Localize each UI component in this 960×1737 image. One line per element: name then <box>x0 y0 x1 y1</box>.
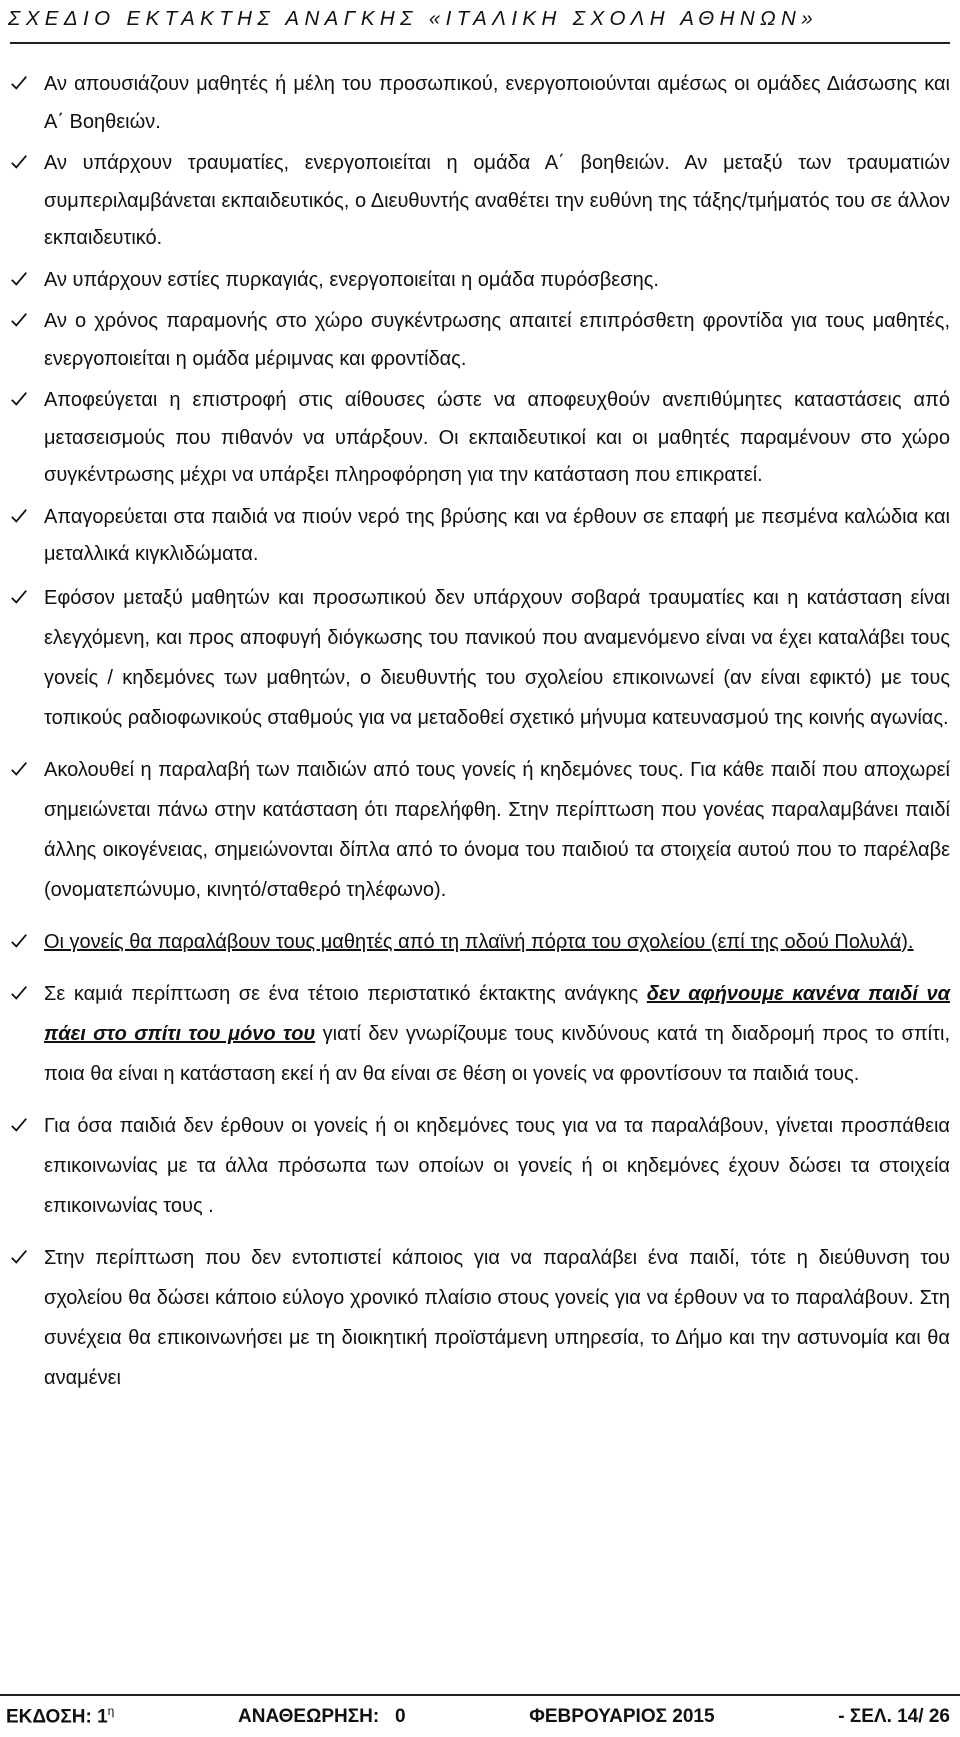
list-item-text: Αν ο χρόνος παραμονής στο χώρο συγκέντρωσης απαιτεί επιπρόσθετη φροντίδα για τους μαθητές, ενεργοποιείται η ομάδα μέριμνας και φροντίδας. <box>44 310 950 370</box>
list-item <box>10 66 950 141</box>
list-item-text-before: Σε καμιά περίπτωση σε ένα τέτοιο περιστατικό έκτακτης ανάγκης <box>44 982 647 1005</box>
list-item-text-after: γιατί δεν γνωρίζουμε τους κινδύνους κατά τη διαδρομή προς το σπίτι, ποια θα είναι η κατάσταση εκεί ή αν θα είναι σε θέση οι γονείς να φροντίσουν τα παιδιά τους. <box>44 1022 951 1085</box>
list-item <box>10 922 950 962</box>
footer-date: ΦΕΒΡΟΥΑΡΙΟΣ 2015 <box>529 1706 715 1728</box>
list-item-text: Αν υπάρχουν εστίες πυρκαγιάς, ενεργοποιείται η ομάδα πυρόσβεσης. <box>44 268 659 291</box>
checkmark-icon <box>10 750 32 790</box>
checkmark-icon <box>10 1106 32 1146</box>
checkmark-icon <box>10 1238 32 1278</box>
checkmark-icon <box>10 303 32 341</box>
edition-value: 1 <box>97 1706 108 1728</box>
footer-text <box>6 1704 950 1728</box>
list-item <box>10 382 950 495</box>
list-item <box>10 303 950 378</box>
list-item <box>10 974 950 1094</box>
list-item-text: Αν απουσιάζουν μαθητές ή μέλη του προσωπικού, ενεργοποιούνται αμέσως οι ομάδες Διάσωσης και Α΄ Βοηθειών. <box>44 73 950 133</box>
checkmark-icon <box>10 578 32 618</box>
list-item-text: Στην περίπτωση που δεν εντοπιστεί κάποιος για να παραλάβει ένα παιδί, τότε η διεύθυνση του σχολείου θα δώσει κάποιο εύλογο χρονικό πλαίσιο στους γονείς για να έρθουν να το παραλάβουν. Στη συνέχεια θα επικοινωνήσει με τη διοικητική προϊστάμενη υπηρεσία, το Δήμο και την αστυνομία και θα αναμένει <box>44 1246 950 1389</box>
list-item-text: Οι γονείς θα παραλάβουν τους μαθητές από τη πλαϊνή πόρτα του σχολείου (επί της οδού Πολυλά). <box>44 930 914 953</box>
checkmark-icon <box>10 262 32 300</box>
list-item-text: Για όσα παιδιά δεν έρθουν οι γονείς ή οι κηδεμόνες τους για να τα παραλάβουν, γίνεται προσπάθεια επικοινωνίας με τα άλλα πρόσωπα των οποίων οι γονείς ή οι κηδεμόνες έχουν δώσει τα στοιχεία επικοινωνίας τους . <box>44 1114 950 1217</box>
checkmark-icon <box>10 922 32 962</box>
document-body <box>10 66 950 1410</box>
page-info <box>838 1706 950 1728</box>
list-item-text: Απαγορεύεται στα παιδιά να πιούν νερό της βρύσης και να έρθουν σε επαφή με πεσμένα καλώδια και μεταλλικά κιγκλιδώματα. <box>44 505 950 565</box>
document-footer <box>0 1694 960 1737</box>
edition-sup: η <box>107 1704 115 1718</box>
list-item <box>10 1106 950 1226</box>
checkmark-icon <box>10 974 32 1014</box>
edition-label: ΕΚΔΟΣΗ: <box>6 1706 92 1728</box>
page-label: - ΣΕΛ. <box>838 1706 892 1728</box>
list-item-text: Εφόσον μεταξύ μαθητών και προσωπικού δεν υπάρχουν σοβαρά τραυματίες και η κατάσταση είναι ελεγχόμενη, και προς αποφυγή διόγκωσης του πανικού που αναμενόμενο είναι να έχει καταλάβει τους γονείς / κηδεμόνες των μαθητών, ο διευθυντής του σχολείου επικοινωνεί (αν είναι εφικτό) με τους τοπικούς ραδιοφωνικούς σταθμούς για να μεταδοθεί σχετικό μήνυμα κατευνασμού της κοινής αγωνίας. <box>44 586 950 729</box>
list-item-emphasis: δεν αφήνουμε κανένα παιδί να πάει στο σπίτι του μόνο του <box>44 982 950 1045</box>
edition-info <box>6 1704 114 1728</box>
document-header <box>10 6 950 44</box>
list-item-text: Ακολουθεί η παραλαβή των παιδιών από τους γονείς ή κηδεμόνες τους. Για κάθε παιδί που αποχωρεί σημειώνεται πάνω στην κατάσταση ότι παρελήφθη. Στην περίπτωση που γονέας παραλαμβάνει παιδί άλλης οικογένειας, σημειώνονται δίπλα από το όνομα του παιδιού τα στοιχεία αυτού που το παρέλαβε (ονοματεπώνυμο, κινητό/σταθερό τηλέφωνο). <box>44 758 950 901</box>
checkmark-icon <box>10 145 32 183</box>
list-item-text: Αν υπάρχουν τραυματίες, ενεργοποιείται η ομάδα Α΄ βοηθειών. Αν μεταξύ των τραυματιών συμπεριλαμβάνεται εκπαιδευτικός, ο Διευθυντής αναθέτει την ευθύνη της τάξης/τμήματός του σε άλλον εκπαιδευτικό. <box>44 152 950 249</box>
list-item <box>10 1238 950 1398</box>
page-number: 14/ 26 <box>897 1706 950 1728</box>
document-title: ΣΧΕΔΙΟ ΕΚΤΑΚΤΗΣ ΑΝΑΓΚΗΣ «ΙΤΑΛΙΚΗ ΣΧΟΛΗ ΑΘΗΝΩΝ» <box>8 7 819 30</box>
list-item <box>10 262 950 300</box>
list-item <box>10 750 950 910</box>
revision-value: 0 <box>395 1706 406 1728</box>
list-item <box>10 578 950 738</box>
checkmark-icon <box>10 499 32 537</box>
revision-info <box>238 1706 406 1728</box>
list-item <box>10 145 950 258</box>
revision-label: ΑΝΑΘΕΩΡΗΣΗ: <box>238 1706 380 1728</box>
checkmark-icon <box>10 382 32 420</box>
list-item-text: Αποφεύγεται η επιστροφή στις αίθουσες ώστε να αποφευχθούν ανεπιθύμητες καταστάσεις από μετασεισμούς που πιθανόν να υπάρξουν. Οι εκπαιδευτικοί και οι μαθητές παραμένουν στο χώρο συγκέντρωσης μέχρι να υπάρξει πληροφόρηση για την κατάσταση που επικρατεί. <box>44 389 950 486</box>
checkmark-icon <box>10 66 32 104</box>
list-item <box>10 499 950 574</box>
